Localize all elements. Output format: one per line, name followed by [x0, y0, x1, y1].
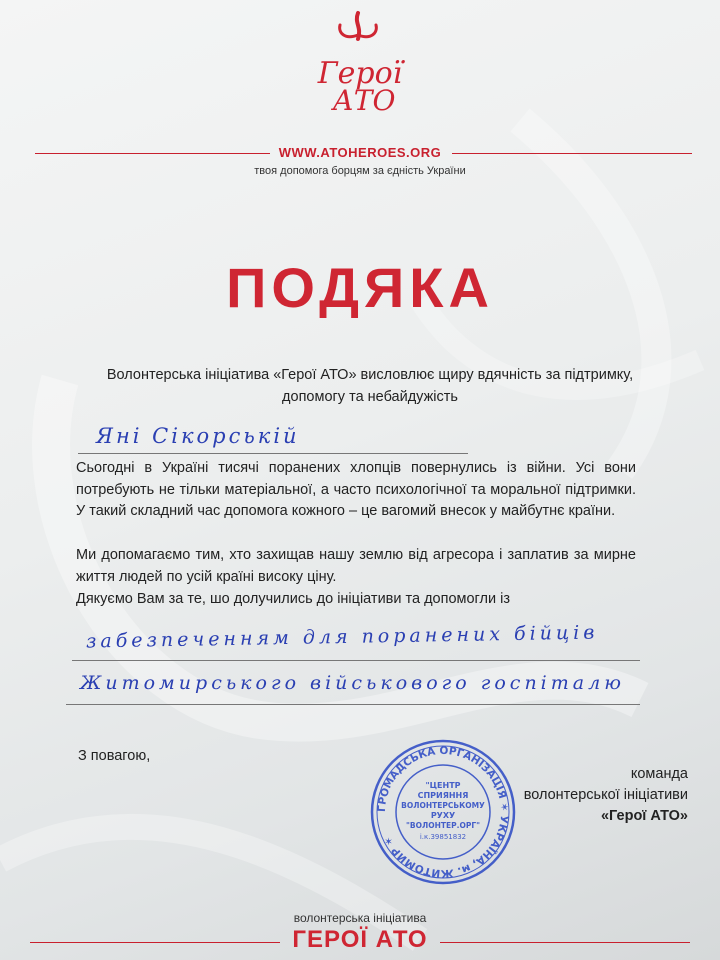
signature-line-1: команда [630, 766, 688, 782]
footer-title: ГЕРОЇ АТО [292, 926, 428, 953]
footer-label: волонтерська ініціатива [293, 911, 427, 925]
stamp-code: і.к.39851832 [419, 833, 467, 841]
stamp-center-line-1: "ЦЕНТР [425, 781, 461, 790]
heroes-ato-logo [300, 5, 420, 120]
recipient-name: Яні Сікорській [96, 424, 300, 448]
svg-text:АТО: АТО [332, 84, 396, 117]
handwritten-line-1: забезпеченням для поранених бійців [85, 621, 599, 653]
stamp-center-line-5: "ВОЛОНТЕР.ОРГ" [405, 821, 481, 830]
website-url: WWW.ATOHEROES.ORG [278, 145, 442, 160]
signature-line-3: «Герої АТО» [600, 808, 688, 824]
handwritten-underline-1 [72, 660, 640, 661]
recipient-underline [78, 453, 468, 454]
stamp-center-line-3: ВОЛОНТЕРСЬКОМУ [401, 801, 485, 810]
paragraph-1: Сьогодні в Україні тисячі поранених хлопців повернулись із війни. Усі вони потребують не тільки матеріальної, а часто психологічної та моральної підтримки. У такий складний час допомога кожного – це вагомий внесок у майбутнє країни. [76, 460, 636, 520]
official-stamp [368, 738, 518, 886]
stamp-center-line-4: РУХУ [430, 811, 456, 820]
stamp-ring-text: ГРОМАДСЬКА ОРГАНІЗАЦІЯ ✶ УКРАЇНА, м. ЖИТОМИР ✶ [375, 744, 511, 880]
svg-text:Герої: Герої [317, 56, 403, 91]
handwritten-line-2: Житомирського військового госпіталю [80, 672, 625, 694]
header-slogan: твоя допомога борцям за єдність України [254, 165, 466, 177]
paragraph-2: Ми допомагаємо тим, хто захищав нашу землю від агресора і заплатив за мирне життя людей по усій країні високу ціну. [76, 547, 636, 585]
intro-text: Волонтерська ініціатива «Герої АТО» висловлює щиру вдячність за підтримку, допомогу та небайдужість [106, 367, 634, 405]
paragraph-3: Дякуємо Вам за те, шо долучились до ініціативи та допомогли із [76, 591, 510, 607]
signature-line-2: волонтерської ініціативи [523, 787, 688, 803]
stamp-center-line-2: СПРИЯННЯ [417, 791, 469, 800]
handwritten-underline-2 [66, 704, 640, 705]
document-title: ПОДЯКА [226, 256, 494, 319]
closing-regards: З повагою, [78, 748, 151, 764]
